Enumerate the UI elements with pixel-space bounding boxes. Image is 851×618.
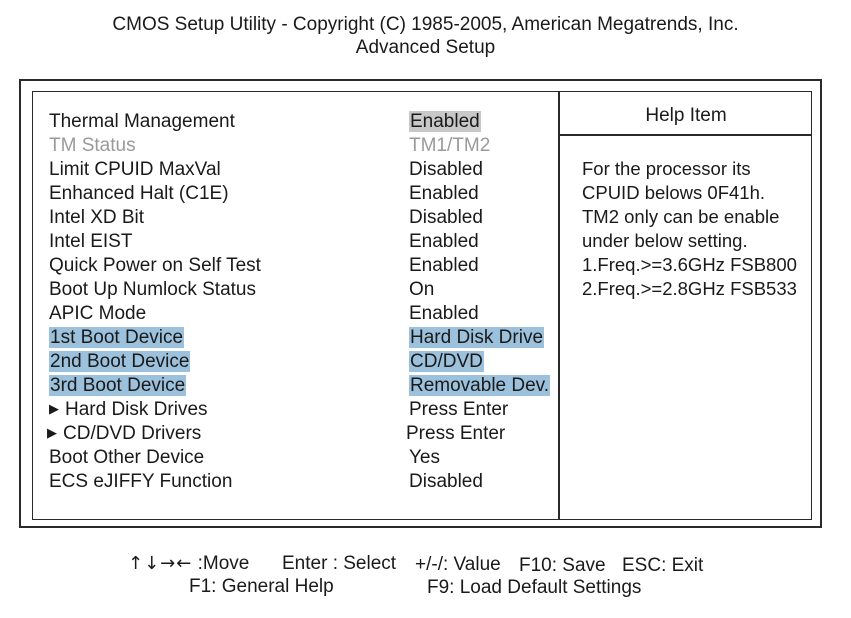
setting-row-ecs-ejiffy[interactable]	[0, 471, 560, 495]
boot-label-highlight: 1st Boot Device	[50, 327, 184, 348]
setting-label: Boot Other Device	[49, 447, 205, 468]
nav-arrows-icon: ↑↓→←	[128, 553, 193, 574]
help-text	[582, 157, 812, 301]
boot-value-highlight[interactable]: CD/DVD	[410, 351, 483, 372]
setting-row-2nd-boot-device[interactable]	[0, 351, 560, 375]
setting-label	[47, 423, 201, 446]
boot-label-highlight: 3rd Boot Device	[50, 375, 186, 396]
setting-row-intel-xd-bit[interactable]	[0, 207, 560, 231]
selected-value[interactable]: Enabled	[410, 111, 480, 132]
setting-value[interactable]: Disabled	[409, 207, 483, 228]
setting-row-1st-boot-device[interactable]	[0, 327, 560, 351]
setting-value[interactable]: Enabled	[409, 183, 479, 204]
setting-value[interactable]: Enabled	[409, 231, 479, 252]
setting-label: Quick Power on Self Test	[49, 255, 261, 276]
help-line: For the processor its	[582, 158, 751, 179]
setting-row-numlock-status[interactable]	[0, 279, 560, 303]
setting-value[interactable]: Disabled	[409, 471, 483, 492]
help-line: CPUID belows 0F41h.	[582, 182, 766, 203]
right-triangle-icon: ▶	[49, 401, 59, 416]
setting-label: Enhanced Halt (C1E)	[49, 183, 229, 204]
move-hint: :Move	[197, 553, 250, 574]
setting-value[interactable]: Yes	[409, 447, 440, 468]
setting-label	[49, 375, 186, 397]
setting-label	[49, 327, 184, 349]
f1-help-hint: F1: General Help	[189, 576, 334, 597]
boot-label-highlight: 2nd Boot Device	[50, 351, 190, 372]
right-triangle-icon: ▶	[47, 425, 57, 440]
setting-label: Boot Up Numlock Status	[49, 279, 256, 300]
setting-value[interactable]: Press Enter	[406, 423, 506, 444]
utility-title: CMOS Setup Utility - Copyright (C) 1985-2005, American Megatrends, Inc.	[112, 14, 739, 35]
setting-label	[49, 399, 208, 422]
setting-row-limit-cpuid-maxval[interactable]	[0, 159, 560, 183]
setting-row-quick-post[interactable]	[0, 255, 560, 279]
setting-label: Thermal Management	[49, 111, 235, 132]
f10-save-hint: F10: Save	[519, 555, 606, 576]
setting-value[interactable]	[409, 351, 484, 373]
help-line: under below setting.	[582, 230, 748, 251]
submenu-cd-dvd-drivers[interactable]	[0, 423, 560, 447]
submenu-label: CD/DVD Drivers	[63, 423, 202, 444]
setting-value[interactable]	[409, 375, 550, 397]
settings-list	[0, 111, 560, 495]
help-divider	[558, 134, 812, 136]
setting-value[interactable]: Enabled	[409, 255, 479, 276]
boot-value-highlight[interactable]: Hard Disk Drive	[410, 327, 544, 348]
help-line: 2.Freq.>=2.8GHz FSB533	[582, 278, 797, 299]
boot-value-highlight[interactable]: Removable Dev.	[410, 375, 550, 396]
setting-label: TM Status	[49, 135, 136, 156]
page-title: Advanced Setup	[355, 37, 496, 58]
value-hint: +/-/: Value	[415, 554, 501, 575]
setting-label: Intel EIST	[49, 231, 133, 252]
setting-label	[49, 351, 190, 373]
setting-label: Limit CPUID MaxVal	[49, 159, 221, 180]
setting-value[interactable]: On	[409, 279, 435, 300]
setting-label: Intel XD Bit	[49, 207, 145, 228]
setting-label: APIC Mode	[49, 303, 147, 324]
enter-select-hint: Enter : Select	[282, 553, 397, 574]
setting-value: TM1/TM2	[409, 135, 491, 156]
setting-value[interactable]	[409, 111, 481, 133]
esc-exit-hint: ESC: Exit	[622, 555, 704, 576]
setting-value[interactable]: Disabled	[409, 159, 483, 180]
setting-value[interactable]: Enabled	[409, 303, 479, 324]
footer-move-hint	[128, 553, 249, 575]
setting-row-intel-eist[interactable]	[0, 231, 560, 255]
setting-row-thermal-management[interactable]	[0, 111, 560, 135]
help-line: TM2 only can be enable	[582, 206, 780, 227]
setting-value[interactable]: Press Enter	[409, 399, 509, 420]
setting-row-tm-status	[0, 135, 560, 159]
help-title: Help Item	[645, 105, 727, 126]
help-line: 1.Freq.>=3.6GHz FSB800	[582, 254, 797, 275]
setting-label: ECS eJIFFY Function	[49, 471, 233, 492]
setting-row-apic-mode[interactable]	[0, 303, 560, 327]
submenu-hard-disk-drives[interactable]	[0, 399, 560, 423]
setting-row-enhanced-halt[interactable]	[0, 183, 560, 207]
f9-defaults-hint: F9: Load Default Settings	[427, 577, 642, 598]
setting-row-boot-other-device[interactable]	[0, 447, 560, 471]
setting-row-3rd-boot-device[interactable]	[0, 375, 560, 399]
submenu-label: Hard Disk Drives	[65, 399, 208, 420]
setting-value[interactable]	[409, 327, 544, 349]
